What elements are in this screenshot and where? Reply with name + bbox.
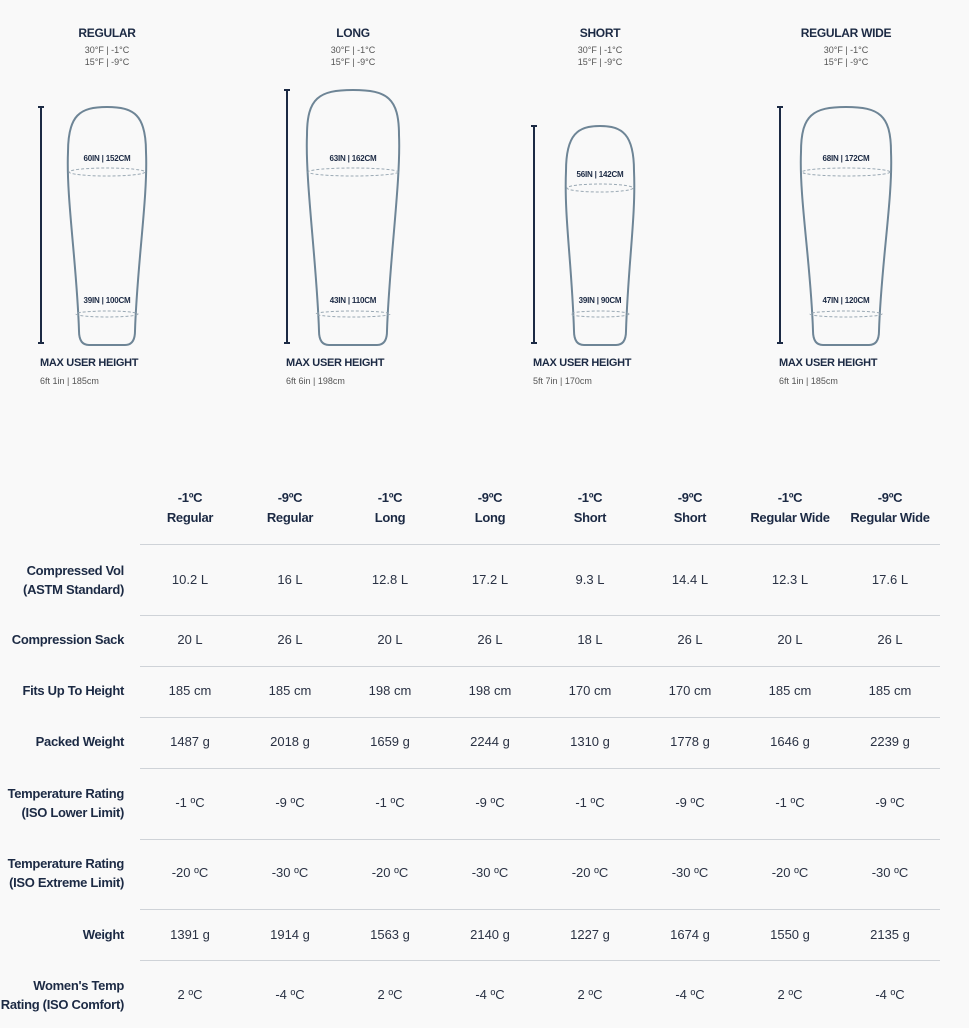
row-label — [8, 854, 124, 892]
column-header-temp: -1ºC — [377, 490, 403, 505]
table-cell: 10.2 L — [171, 572, 209, 587]
table-cell: -1 ºC — [375, 795, 405, 810]
upper-girth-measurement: 68IN | 172CM — [822, 154, 870, 163]
bag-outline — [801, 107, 891, 345]
table-cell: 1563 g — [370, 927, 410, 942]
table-cell: 185 cm — [168, 683, 212, 698]
table-cell: 14.4 L — [671, 572, 709, 587]
lower-girth-measurement: 39IN | 90CM — [578, 296, 622, 305]
column-header-size: Long — [374, 510, 406, 525]
table-cell: 185 cm — [868, 683, 912, 698]
row-label-line1: Temperature Rating — [7, 856, 124, 871]
row-label — [22, 681, 124, 700]
table-cell: -20 ºC — [571, 865, 609, 880]
table-cell: -20 ºC — [771, 865, 809, 880]
bag-temp-rating-low: 15°F | -9°C — [330, 57, 376, 67]
bag-temp-rating-low: 15°F | -9°C — [823, 57, 869, 67]
row-divider — [140, 666, 940, 667]
row-label — [8, 784, 124, 822]
row-divider — [140, 909, 940, 910]
column-header — [440, 488, 540, 528]
table-cell: 2 ºC — [177, 987, 203, 1002]
table-cell: -9 ºC — [875, 795, 905, 810]
row-label — [1, 976, 124, 1014]
table-cell: 12.8 L — [371, 572, 409, 587]
column-header-size: Short — [573, 510, 607, 525]
table-cell: 2244 g — [470, 734, 510, 749]
bag-temp-rating-high: 30°F | -1°C — [330, 45, 376, 55]
row-label-line1: Weight — [82, 927, 124, 942]
table-cell: -30 ºC — [871, 865, 909, 880]
table-cell: -1 ºC — [575, 795, 605, 810]
column-header-temp: -1ºC — [177, 490, 203, 505]
lower-girth-measurement: 43IN | 110CM — [329, 296, 377, 305]
row-divider — [140, 717, 940, 718]
table-cell: 2018 g — [270, 734, 310, 749]
row-label-line1: Packed Weight — [35, 734, 124, 749]
column-header — [840, 488, 940, 528]
column-header-size: Short — [673, 510, 707, 525]
column-header — [240, 488, 340, 528]
row-divider — [140, 839, 940, 840]
table-cell: 1310 g — [570, 734, 610, 749]
table-cell: -1 ºC — [775, 795, 805, 810]
row-divider — [140, 768, 940, 769]
table-cell: 1778 g — [670, 734, 710, 749]
table-cell: -9 ºC — [275, 795, 305, 810]
table-cell: 1550 g — [770, 927, 810, 942]
table-cell: 20 L — [177, 632, 203, 647]
bag-temp-rating-high: 30°F | -1°C — [823, 45, 869, 55]
table-cell: -20 ºC — [371, 865, 409, 880]
bag-temp-rating-low: 15°F | -9°C — [84, 57, 130, 67]
table-cell: 170 cm — [568, 683, 612, 698]
column-header-temp: -1ºC — [777, 490, 803, 505]
table-cell: 1646 g — [770, 734, 810, 749]
table-cell: 1659 g — [370, 734, 410, 749]
column-header — [740, 488, 840, 528]
table-cell: 170 cm — [668, 683, 712, 698]
table-cell: 2140 g — [470, 927, 510, 942]
max-user-height-label: MAX USER HEIGHT — [779, 357, 878, 369]
row-label-line2: (ISO Extreme Limit) — [9, 875, 124, 890]
table-cell: 17.6 L — [871, 572, 909, 587]
column-header-size: Long — [474, 510, 506, 525]
table-cell: -30 ºC — [671, 865, 709, 880]
table-cell: 185 cm — [768, 683, 812, 698]
bag-temp-rating-high: 30°F | -1°C — [577, 45, 623, 55]
column-header-size: Regular — [266, 510, 314, 525]
upper-girth-dashed-line — [802, 168, 890, 176]
upper-girth-measurement: 60IN | 152CM — [83, 154, 131, 163]
table-cell: 2 ºC — [577, 987, 603, 1002]
table-cell: -4 ºC — [475, 987, 505, 1002]
table-cell: 17.2 L — [471, 572, 509, 587]
table-cell: 12.3 L — [771, 572, 809, 587]
table-cell: 1487 g — [170, 734, 210, 749]
column-header-temp: -9ºC — [477, 490, 503, 505]
row-label-line1: Temperature Rating — [7, 786, 124, 801]
column-header — [640, 488, 740, 528]
table-cell: -4 ºC — [275, 987, 305, 1002]
table-cell: -20 ºC — [171, 865, 209, 880]
lower-girth-measurement: 47IN | 120CM — [822, 296, 870, 305]
table-cell: 2 ºC — [377, 987, 403, 1002]
row-divider — [140, 960, 940, 961]
row-label — [83, 925, 124, 944]
row-label-line1: Women's Temp — [33, 978, 124, 993]
table-cell: -30 ºC — [271, 865, 309, 880]
upper-girth-measurement: 63IN | 162CM — [329, 154, 377, 163]
row-label-line2: (ASTM Standard) — [23, 582, 124, 597]
row-divider — [140, 544, 940, 545]
bag-size-name: REGULAR — [78, 26, 136, 40]
table-cell: 1391 g — [170, 927, 210, 942]
bag-size-name: SHORT — [579, 26, 621, 40]
table-cell: 9.3 L — [575, 572, 605, 587]
table-cell: 1914 g — [270, 927, 310, 942]
table-cell: 26 L — [677, 632, 703, 647]
column-header-temp: -1ºC — [577, 490, 603, 505]
table-cell: 16 L — [277, 572, 303, 587]
lower-girth-measurement: 39IN | 100CM — [83, 296, 131, 305]
bag-size-name: LONG — [336, 26, 370, 40]
table-cell: 18 L — [577, 632, 603, 647]
column-header-size: Regular — [166, 510, 214, 525]
column-header-size: Regular Wide — [750, 510, 830, 525]
table-cell: 26 L — [477, 632, 503, 647]
max-user-height-label: MAX USER HEIGHT — [533, 357, 632, 369]
column-header-temp: -9ºC — [877, 490, 903, 505]
row-label-line1: Compression Sack — [11, 632, 124, 647]
table-cell: -4 ºC — [675, 987, 705, 1002]
table-cell: 198 cm — [468, 683, 512, 698]
table-cell: 2239 g — [870, 734, 910, 749]
row-label-line1: Fits Up To Height — [22, 683, 124, 698]
bag-size-name: REGULAR WIDE — [800, 26, 892, 40]
max-user-height-value: 6ft 6in | 198cm — [286, 376, 345, 386]
max-user-height-value: 6ft 1in | 185cm — [40, 376, 99, 386]
column-header-temp: -9ºC — [277, 490, 303, 505]
table-cell: -1 ºC — [175, 795, 205, 810]
table-cell: 26 L — [877, 632, 903, 647]
column-header — [540, 488, 640, 528]
table-cell: 185 cm — [268, 683, 312, 698]
column-header-size: Regular Wide — [850, 510, 930, 525]
table-cell: 20 L — [377, 632, 403, 647]
table-cell: -9 ºC — [475, 795, 505, 810]
max-user-height-value: 6ft 1in | 185cm — [779, 376, 838, 386]
column-header — [340, 488, 440, 528]
column-header-temp: -9ºC — [677, 490, 703, 505]
bag-temp-rating-low: 15°F | -9°C — [577, 57, 623, 67]
table-cell: -9 ºC — [675, 795, 705, 810]
row-label — [36, 732, 124, 751]
upper-girth-measurement: 56IN | 142CM — [576, 170, 624, 179]
row-label-line1: Compressed Vol — [26, 563, 124, 578]
table-cell: 20 L — [777, 632, 803, 647]
table-cell: 2 ºC — [777, 987, 803, 1002]
row-divider — [140, 615, 940, 616]
table-cell: 2135 g — [870, 927, 910, 942]
max-user-height-value: 5ft 7in | 170cm — [533, 376, 592, 386]
column-header — [140, 488, 240, 528]
bag-temp-rating-high: 30°F | -1°C — [84, 45, 130, 55]
row-label-line2: (ISO Lower Limit) — [21, 805, 124, 820]
table-cell: 1227 g — [570, 927, 610, 942]
row-label — [23, 561, 124, 599]
table-cell: 1674 g — [670, 927, 710, 942]
row-label — [12, 630, 124, 649]
table-cell: -30 ºC — [471, 865, 509, 880]
table-cell: 198 cm — [368, 683, 412, 698]
lower-girth-dashed-line — [810, 311, 882, 317]
table-cell: -4 ºC — [875, 987, 905, 1002]
max-user-height-label: MAX USER HEIGHT — [40, 357, 139, 369]
row-label-line2: Rating (ISO Comfort) — [0, 997, 124, 1012]
table-cell: 26 L — [277, 632, 303, 647]
max-user-height-label: MAX USER HEIGHT — [286, 357, 385, 369]
